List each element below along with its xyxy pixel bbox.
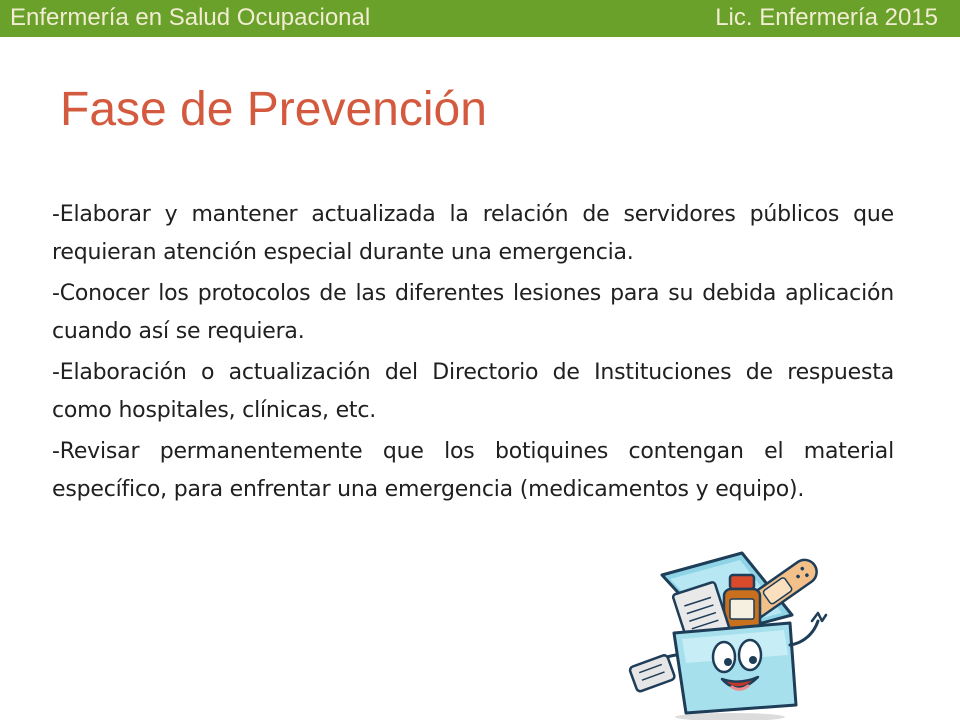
bullet-item: -Conocer los protocolos de las diferentes lesiones para su debida aplicación cuando así se requiera.	[52, 281, 894, 344]
bullet-item: -Revisar permanentemente que los botiquines contengan el material específico, para enfrentar una emergencia (medicamentos y equipo).	[52, 439, 894, 502]
header-right-text: Lic. Enfermería 2015	[715, 4, 938, 31]
bullet-list	[52, 196, 894, 512]
header-bar	[0, 0, 960, 37]
page-title: Fase de Prevención	[60, 83, 487, 136]
first-aid-kit-cartoon-icon	[622, 545, 842, 720]
header-left-text: Enfermería en Salud Ocupacional	[10, 4, 371, 31]
bullet-item: -Elaborar y mantener actualizada la relación de servidores públicos que requieran atención especial durante una emergencia.	[52, 202, 894, 265]
bullet-item: -Elaboración o actualización del Directorio de Instituciones de respuesta como hospitales, clínicas, etc.	[52, 360, 894, 423]
